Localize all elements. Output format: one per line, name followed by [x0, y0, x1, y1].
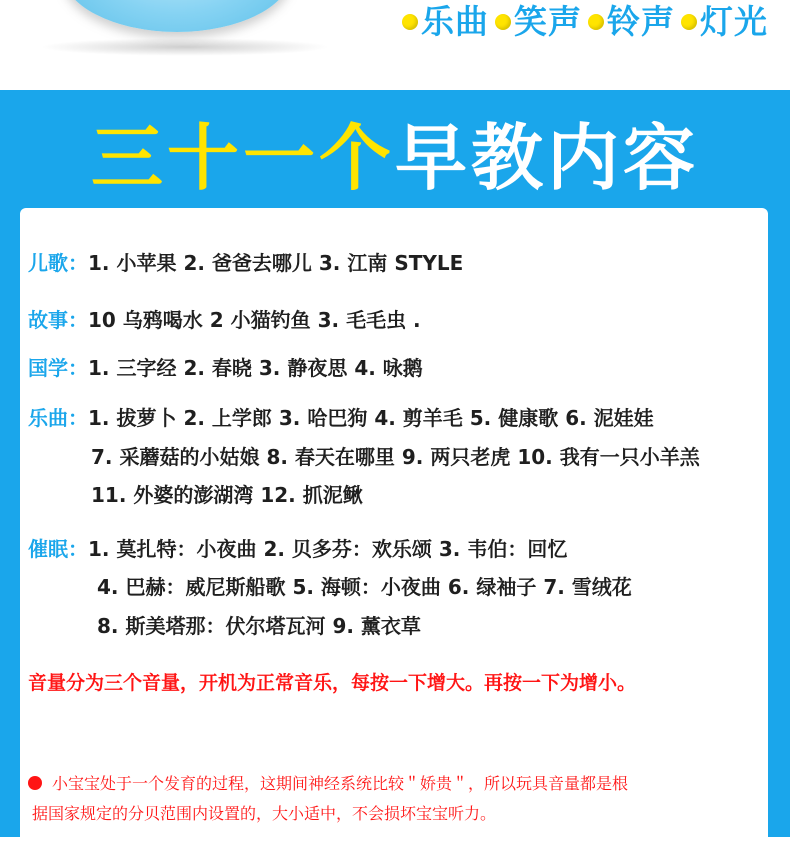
- category-label: 故事：: [28, 308, 88, 332]
- volume-instructions: 音量分为三个音量，开机为正常音乐，每按一下增大。再按一下为增小。: [28, 672, 637, 694]
- category-items: 8. 斯美塔那：伏尔塔瓦河 9. 薰衣草: [97, 614, 421, 638]
- category-items: 1. 三字经 2. 春晓 3. 静夜思 4. 咏鹅: [88, 356, 423, 380]
- category-cuimian: [28, 536, 567, 562]
- top-strip: [0, 0, 790, 90]
- category-label: 催眠：: [28, 537, 88, 561]
- feature-label: 灯光: [700, 2, 768, 41]
- category-label: 国学：: [28, 356, 88, 380]
- red-dot-icon: [28, 776, 42, 790]
- heading-part-yellow: 三十一个: [90, 116, 395, 200]
- product-shadow: [40, 38, 330, 56]
- category-items: 11. 外婆的澎湖湾 12. 抓泥鳅: [91, 483, 363, 507]
- note-line-1: [28, 769, 758, 799]
- category-label: 儿歌：: [28, 251, 88, 275]
- feature-item: [402, 2, 489, 42]
- feature-label: 乐曲: [421, 2, 489, 41]
- safety-note: [28, 769, 758, 829]
- yellow-dot-icon: [495, 14, 511, 30]
- category-label: 乐曲：: [28, 406, 88, 430]
- content-panel: [0, 90, 790, 837]
- category-items: 1. 莫扎特：小夜曲 2. 贝多芬：欢乐颂 3. 韦伯：回忆: [88, 537, 568, 561]
- yellow-dot-icon: [588, 14, 604, 30]
- category-erge: [28, 250, 463, 276]
- feature-item: [681, 2, 768, 42]
- section-heading: [0, 118, 790, 198]
- category-yuequ: [28, 405, 654, 431]
- product-image: [62, 0, 292, 32]
- category-items: 1. 小苹果 2. 爸爸去哪儿 3. 江南 STYLE: [88, 251, 464, 275]
- yellow-dot-icon: [681, 14, 697, 30]
- heading-part-white: 早教内容: [395, 116, 700, 200]
- category-guoxue: [28, 355, 423, 381]
- note-line-2: [28, 799, 758, 829]
- content-card: [20, 208, 768, 848]
- feature-list: [396, 2, 768, 42]
- category-gushi: [28, 307, 421, 333]
- note-text-2: 据国家规定的分贝范围内设置的，大小适中，不会损坏宝宝听力。: [32, 804, 497, 823]
- feature-item: [495, 2, 582, 42]
- yellow-dot-icon: [402, 14, 418, 30]
- note-text-1: 小宝宝处于一个发育的过程，这期间神经系统比较＂娇贵＂，所以玩具音量都是根: [52, 774, 629, 793]
- feature-item: [588, 2, 675, 42]
- category-items: 4. 巴赫：威尼斯船歌 5. 海顿：小夜曲 6. 绿袖子 7. 雪绒花: [97, 575, 632, 599]
- category-items: 10 乌鸦喝水 2 小猫钓鱼 3. 毛毛虫 .: [88, 308, 421, 332]
- category-items: 7. 采蘑菇的小姑娘 8. 春天在哪里 9. 两只老虎 10. 我有一只小羊羔: [91, 445, 700, 469]
- feature-label: 笑声: [514, 2, 582, 41]
- category-items: 1. 拔萝卜 2. 上学郎 3. 哈巴狗 4. 剪羊毛 5. 健康歌 6. 泥娃娃: [88, 406, 654, 430]
- feature-label: 铃声: [607, 2, 675, 41]
